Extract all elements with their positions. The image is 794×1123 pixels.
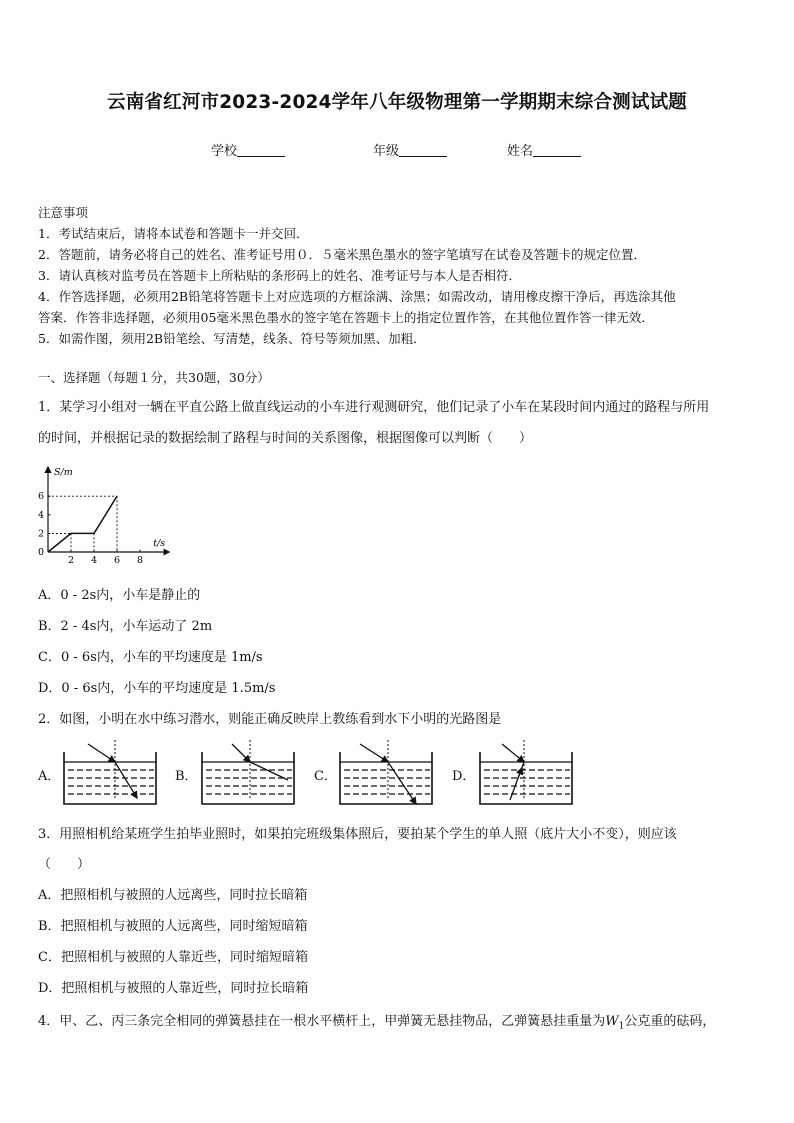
- water-tank: [64, 740, 156, 804]
- q4-text-before: 4．甲、乙、丙三条完全相同的弹簧悬挂在一根水平横杆上，甲弹簧无悬挂物品，乙弹簧悬挂重量为: [38, 1014, 606, 1029]
- name-label: 姓名: [507, 144, 534, 159]
- question-1-line-2: 的时间，并根据记录的数据绘制了路程与时间的关系图像，根据图像可以判断（ ）: [38, 431, 533, 446]
- question-3-line-1: 3．用照相机给某班学生拍毕业照时，如果拍完班级集体照后，要拍某个学生的单人照（底片大小不变），则应该: [38, 827, 677, 842]
- note-item: 5．如需作图，须用2B铅笔绘、写清楚，线条、符号等须加黑、加粗．: [38, 331, 426, 346]
- q3-option-d[interactable]: D．把照相机与被照的人靠近些，同时拉长暗箱: [38, 981, 309, 996]
- water-tank: [202, 740, 294, 804]
- water-tank: [340, 740, 432, 804]
- grade-blank[interactable]: [399, 144, 447, 157]
- origin-label: 0: [38, 547, 45, 558]
- y-tick-label: 2: [38, 528, 45, 540]
- grade-field: [373, 140, 447, 159]
- q2-option-d-label[interactable]: D．: [452, 769, 476, 784]
- note-item: 3．请认真核对监考员在答题卡上所粘贴的条形码上的姓名、准考证号与本人是否相符．: [38, 268, 521, 283]
- y-tick-label: 6: [38, 491, 45, 503]
- question-1-line-1: 1．某学习小组对一辆在平直公路上做直线运动的小车进行观测研究，他们记录了小车在某段时间内通过的路程与所用: [38, 400, 710, 415]
- name-field: [507, 140, 581, 159]
- q3-option-a[interactable]: A．把照相机与被照的人远离些，同时拉长暗箱: [38, 888, 308, 903]
- x-axis-label: t/s: [153, 538, 166, 549]
- q2-option-c-label[interactable]: C．: [314, 769, 337, 784]
- q3-option-b[interactable]: B．把照相机与被照的人远离些，同时缩短暗箱: [38, 919, 308, 934]
- x-tick-label: 2: [68, 555, 75, 566]
- q2-option-a-label[interactable]: A．: [38, 769, 61, 784]
- grade-label: 年级: [373, 144, 400, 159]
- q4-variable: W: [605, 1014, 619, 1029]
- light-ray: [88, 744, 137, 798]
- y-tick-label: 4: [38, 509, 45, 521]
- q1-option-d[interactable]: D．0 - 6s内，小车的平均速度是 1.5m/s: [38, 681, 276, 696]
- q2-option-b-label[interactable]: B．: [175, 769, 198, 784]
- page-title: 云南省红河市2023-2024学年八年级物理第一学期期末综合测试试题: [107, 92, 687, 113]
- light-ray: [502, 744, 524, 800]
- y-axis-label: S/m: [54, 466, 73, 478]
- school-field: [211, 140, 285, 159]
- notes-heading: 注意事项: [38, 205, 89, 220]
- q1-option-a[interactable]: A．0 - 2s内，小车是静止的: [38, 588, 201, 603]
- school-blank[interactable]: [237, 144, 285, 157]
- question-4-line-1: [38, 1010, 715, 1032]
- water-tank: [480, 740, 572, 804]
- data-line: [48, 496, 117, 552]
- note-item: 1．考试结束后，请将本试卷和答题卡一并交回．: [38, 226, 309, 241]
- q2-diagram-d[interactable]: [476, 738, 576, 808]
- note-item: 2．答题前，请务必将自己的姓名、准考证号用０．５毫米黑色墨水的签字笔填写在试卷及答题卡的规定位置．: [38, 247, 646, 262]
- school-label: 学校: [211, 144, 238, 159]
- x-tick-label: 6: [114, 555, 121, 566]
- q2-diagram-c[interactable]: [336, 738, 436, 808]
- q3-option-c[interactable]: C．把照相机与被照的人靠近些，同时缩短暗箱: [38, 950, 308, 965]
- q1-option-b[interactable]: B．2 - 4s内，小车运动了 2m: [38, 619, 213, 634]
- x-tick-label: 8: [137, 555, 144, 566]
- x-tick-label: 4: [91, 555, 98, 566]
- q2-diagram-b[interactable]: [198, 738, 298, 808]
- q4-text-after: 公克重的砝码，: [624, 1014, 716, 1029]
- q4-subscript: 1: [618, 1021, 625, 1032]
- distance-time-chart: [34, 456, 184, 568]
- section-heading: 一、选择题（每题１分，共30题，30分）: [38, 370, 270, 385]
- question-2-stem: 2．如图，小明在水中练习潜水，则能正确反映岸上教练看到水下小明的光路图是: [38, 712, 502, 727]
- note-item: 答案．作答非选择题，必须用05毫米黑色墨水的签字笔在答题卡上的指定位置作答，在其他位置作答一律无效．: [38, 310, 654, 325]
- note-item: 4．作答选择题，必须用2B铅笔将答题卡上对应选项的方框涂满、涂黑；如需改动，请用橡皮擦干净后，再选涂其他: [38, 289, 676, 304]
- q2-diagram-a[interactable]: [60, 738, 160, 808]
- q1-option-c[interactable]: C．0 - 6s内，小车的平均速度是 1m/s: [38, 650, 263, 665]
- name-blank[interactable]: [533, 144, 581, 157]
- question-3-line-2: （ ）: [38, 857, 91, 872]
